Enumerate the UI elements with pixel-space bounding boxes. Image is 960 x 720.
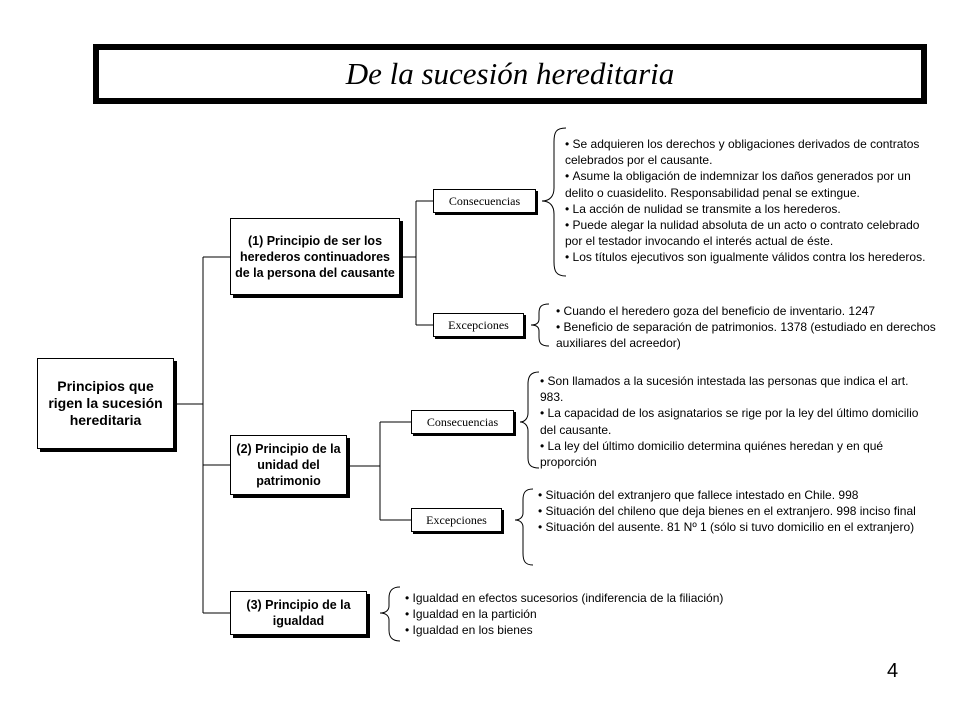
list-item: • Beneficio de separación de patrimonios. 1378 (estudiado en derechos auxiliares del acreedor) (556, 319, 936, 351)
list-item: • La ley del último domicilio determina quiénes heredan y en qué proporción (540, 438, 920, 470)
list-item: • Se adquieren los derechos y obligaciones derivados de contratos celebrados por el causante. (565, 136, 940, 168)
page-number: 4 (887, 660, 899, 682)
root-connector (177, 257, 230, 613)
brace-excepciones-2 (515, 489, 533, 565)
list-item: • Situación del chileno que deja bienes en el extranjero. 998 inciso final (538, 503, 918, 519)
title-box (93, 44, 927, 104)
consecuencias-box-2: Consecuencias (411, 410, 514, 434)
list-item: • Igualdad en la partición (405, 606, 805, 622)
list-item: • Situación del ausente. 81 Nº 1 (sólo si tuvo domicilio en el extranjero) (538, 519, 918, 535)
consecuencias-box-1: Consecuencias (433, 189, 536, 213)
consecuencias-list-2 (540, 373, 920, 470)
consecuencias-list-1 (565, 136, 940, 266)
list-item: • Puede alegar la nulidad absoluta de un acto o contrato celebrado por el testador invocando el interés actual de éste. (565, 217, 940, 249)
list-item: • Asume la obligación de indemnizar los daños generados por un delito o cuasidelito. Responsabilidad penal se extingue. (565, 168, 940, 200)
list-item: • Igualdad en los bienes (405, 622, 805, 638)
excepciones-list-2 (538, 487, 918, 536)
principle-1-box: (1) Principio de ser los herederos continuadores de la persona del causante (230, 218, 400, 295)
list-item: • Los títulos ejecutivos son igualmente válidos contra los herederos. (565, 249, 940, 265)
excepciones-box-1: Excepciones (433, 313, 524, 337)
root-node: Principios que rigen la sucesión hereditaria (37, 358, 174, 449)
brace-consecuencias-2 (520, 372, 539, 468)
brace-excepciones-1 (531, 304, 549, 346)
p2-connector (350, 422, 411, 520)
p1-connector (403, 201, 433, 325)
brace-consecuencias-1 (542, 128, 566, 276)
excepciones-list-1 (556, 303, 936, 352)
list-item: • Son llamados a la sucesión intestada las personas que indica el art. 983. (540, 373, 920, 405)
principle-2-box: (2) Principio de la unidad del patrimonio (230, 435, 347, 495)
list-item: • La acción de nulidad se transmite a los herederos. (565, 201, 940, 217)
list-item: • Situación del extranjero que fallece intestado en Chile. 998 (538, 487, 918, 503)
page-title: De la sucesión hereditaria (345, 56, 675, 91)
list-item: • La capacidad de los asignatarios se rige por la ley del último domicilio del causante. (540, 405, 920, 437)
list-item: • Igualdad en efectos sucesorios (indiferencia de la filiación) (405, 590, 805, 606)
brace-igualdad (380, 587, 400, 641)
principle-3-box: (3) Principio de la igualdad (230, 591, 367, 635)
list-item: • Cuando el heredero goza del beneficio de inventario. 1247 (556, 303, 936, 319)
excepciones-box-2: Excepciones (411, 508, 502, 532)
igualdad-list (405, 590, 805, 639)
